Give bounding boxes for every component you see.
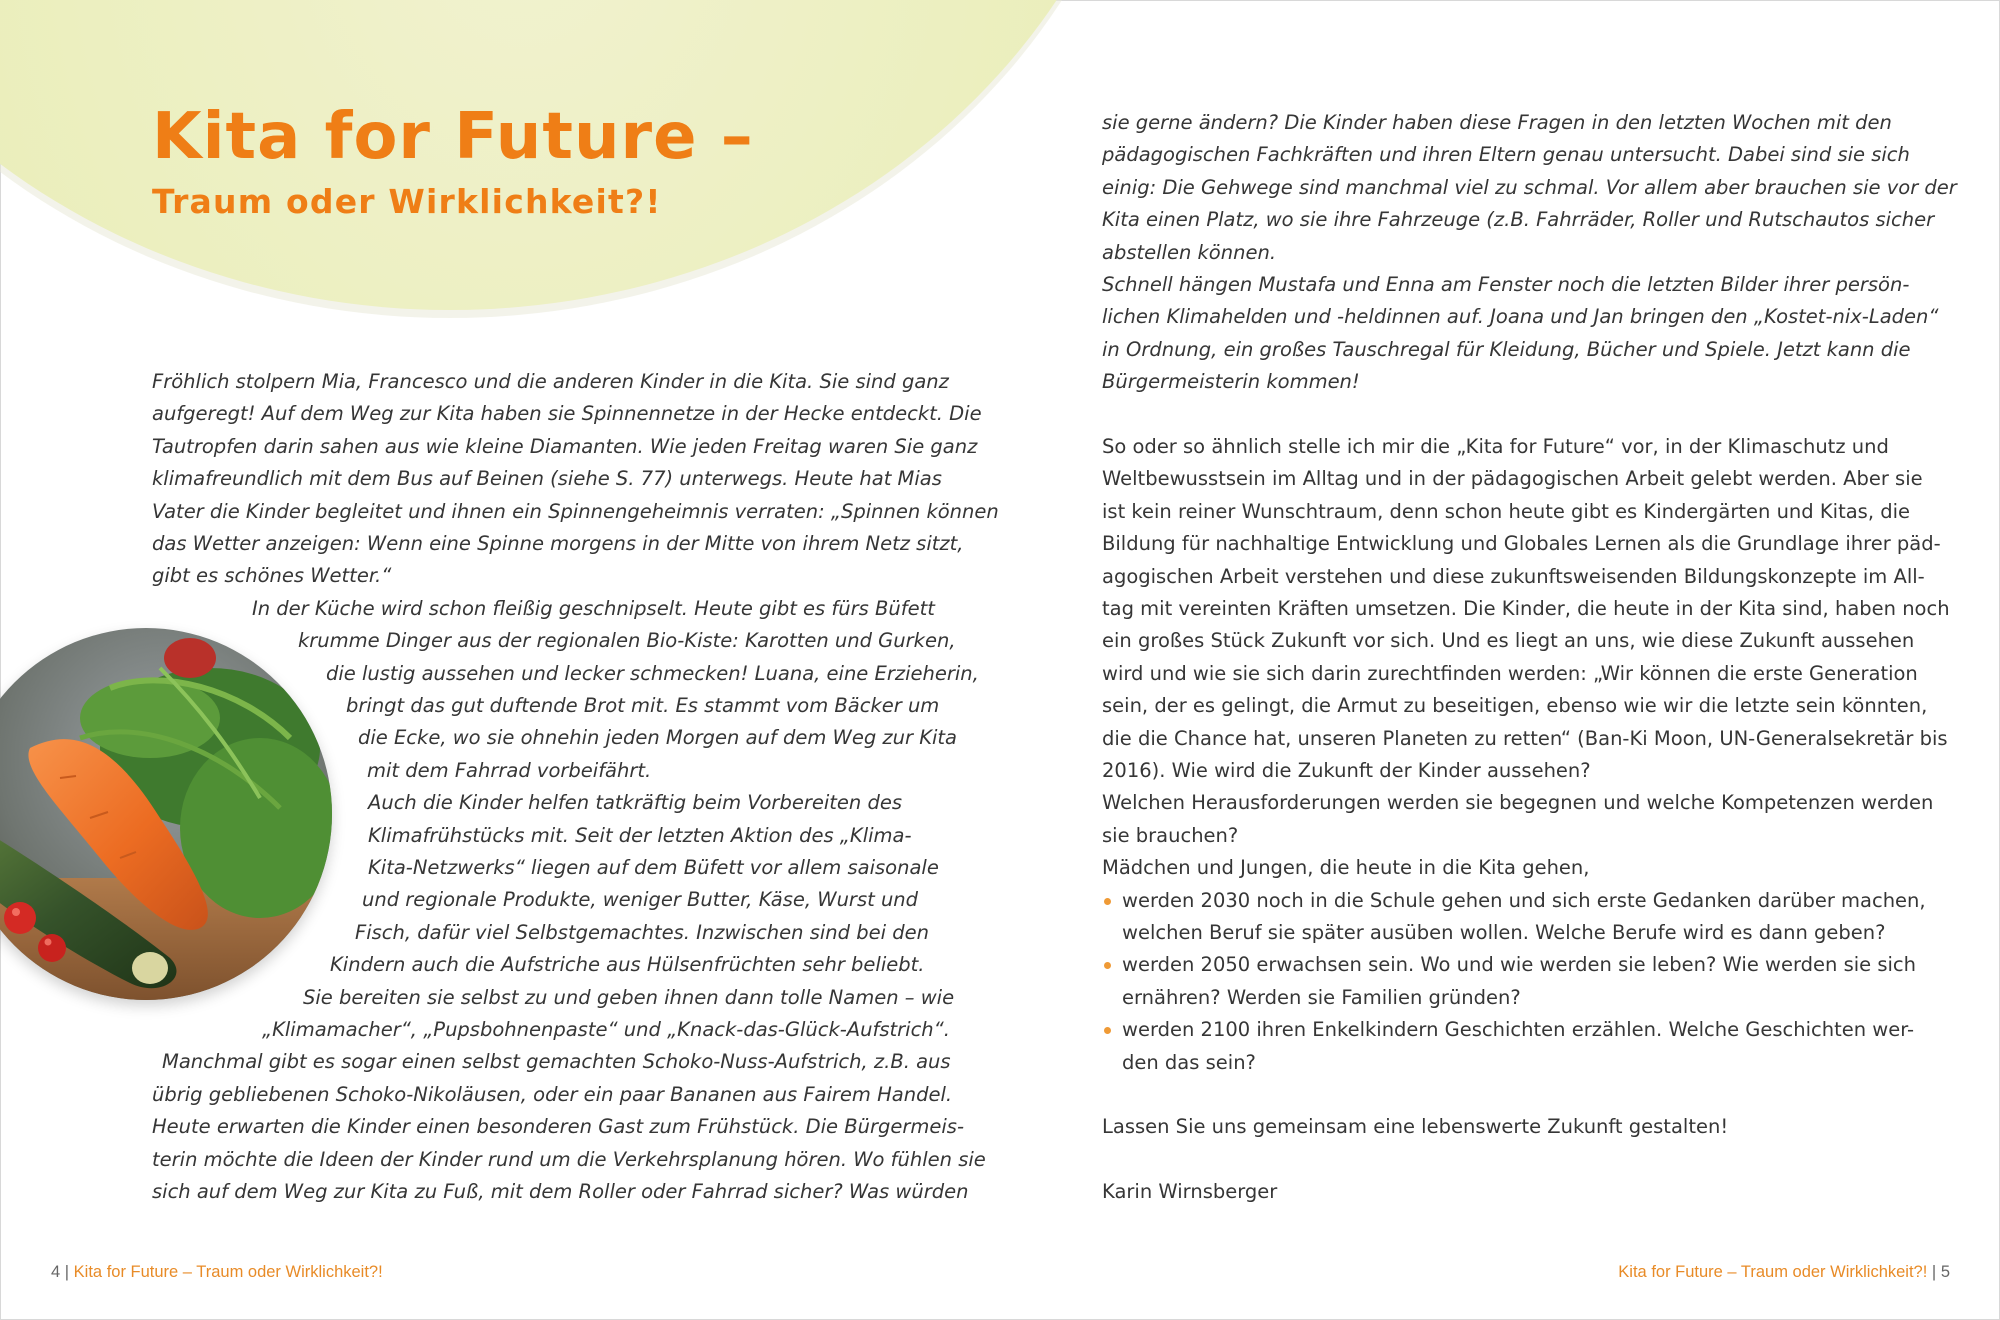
bullet-line: welchen Beruf sie später ausüben wollen. Welche Berufe wird es dann geben? <box>1122 921 1886 944</box>
right-body-line: tag mit vereinten Kräften umsetzen. Die Kinder, die heute in der Kita sind, haben noch <box>1102 597 1950 620</box>
footer-right-separator: | <box>1931 1263 1937 1281</box>
right-italic-line: Schnell hängen Mustafa und Enna am Fenster noch die letzten Bilder ihrer persön- <box>1102 273 1910 296</box>
right-italic-line: Kita einen Platz, wo sie ihre Fahrzeuge (z.B. Fahrräder, Roller und Rutschautos sicher <box>1102 208 1935 232</box>
left-body-line: die Ecke, wo sie ohnehin jeden Morgen auf dem Weg zur Kita <box>358 726 958 750</box>
left-body-line: Fisch, dafür viel Selbstgemachtes. Inzwischen sind bei den <box>355 920 929 944</box>
right-body-line: Welchen Herausforderungen werden sie begegnen und welche Kompetenzen werden <box>1102 791 1934 815</box>
vegetables-illustration <box>0 628 332 1000</box>
left-body-line: Heute erwarten die Kinder einen besonderen Gast zum Frühstück. Die Bürgermeis- <box>152 1115 964 1139</box>
left-body-line: Manchmal gibt es sogar einen selbst gemachten Schoko-Nuss-Aufstrich, z.B. aus <box>162 1050 951 1074</box>
right-body-line: sie brauchen? <box>1102 823 1239 847</box>
closing-sentence: Lassen Sie uns gemeinsam eine lebenswerte Zukunft gestalten! <box>1102 1115 1729 1138</box>
left-body-line: das Wetter anzeigen: Wenn eine Spinne morgens in der Mitte von ihrem Netz sitzt, <box>152 532 964 555</box>
left-body-line: krumme Dinger aus der regionalen Bio-Kiste: Karotten und Gurken, <box>298 629 956 653</box>
author-signature: Karin Wirnsberger <box>1102 1180 1278 1203</box>
bullet-line: werden 2030 noch in die Schule gehen und sich erste Gedanken darüber machen, <box>1122 888 1926 912</box>
right-italic-line: sie gerne ändern? Die Kinder haben diese Fragen in den letzten Wochen mit den <box>1102 111 1892 134</box>
right-body-line: Bildung für nachhaltige Entwicklung und Globales Lernen als die Grundlage ihrer päd- <box>1102 532 1941 556</box>
bullet-marker <box>1104 1027 1111 1034</box>
right-page-number: 5 <box>1940 1263 1950 1281</box>
page-title: Kita for Future – <box>152 100 754 174</box>
page-subtitle: Traum oder Wirklichkeit?! <box>152 182 662 221</box>
bullet-line: den das sein? <box>1122 1050 1256 1074</box>
right-italic-line: einig: Die Gehwege sind manchmal viel zu schmal. Vor allem aber brauchen sie vor der <box>1102 175 1957 199</box>
right-italic-line: Bürgermeisterin kommen! <box>1102 370 1360 394</box>
left-body-line: terin möchte die Ideen der Kinder rund um die Verkehrsplanung hören. Wo fühlen sie <box>152 1147 986 1171</box>
left-body-line: gibt es schönes Wetter.“ <box>152 564 392 588</box>
right-running-title: Kita for Future – Traum oder Wirklichkeit?! <box>1618 1263 1928 1281</box>
right-body-line: agogischen Arbeit verstehen und diese zukunftsweisenden Bildungskonzepte im All- <box>1102 564 1925 588</box>
right-italic-line: abstellen können. <box>1102 240 1277 264</box>
bullet-line: ernähren? Werden sie Familien gründen? <box>1122 985 1521 1009</box>
left-body-line: Kita-Netzwerks“ liegen auf dem Büfett vor allem saisonale <box>368 856 939 879</box>
left-page-number: 4 <box>51 1263 61 1281</box>
right-body-line: ist kein reiner Wunschtraum, denn schon heute gibt es Kindergärten und Kitas, die <box>1102 499 1911 523</box>
left-body-line: Sie bereiten sie selbst zu und geben ihnen dann tolle Namen – wie <box>303 985 955 1009</box>
bullet-line: werden 2100 ihren Enkelkindern Geschichten erzählen. Welche Geschichten wer- <box>1122 1018 1915 1042</box>
right-body-line: wird und wie sie sich darin zurechtfinden werden: „Wir können die erste Generation <box>1102 661 1918 685</box>
bullet-line: werden 2050 erwachsen sein. Wo und wie werden sie leben? Wie werden sie sich <box>1122 953 1917 977</box>
left-body-line: „Klimamacher“, „Pupsbohnenpaste“ und „Knack-das-Glück-Aufstrich“. <box>262 1018 950 1041</box>
left-body-line: die lustig aussehen und lecker schmecken! Luana, eine Erzieherin, <box>326 661 979 685</box>
left-body-line: Kindern auch die Aufstriche aus Hülsenfrüchten sehr beliebt. <box>330 953 925 977</box>
right-italic-line: pädagogischen Fachkräften und ihren Eltern genau untersucht. Dabei sind sie sich <box>1102 143 1910 167</box>
footer-right <box>1618 1263 1950 1282</box>
right-body-line: So oder so ähnlich stelle ich mir die „Kita for Future“ vor, in der Klimaschutz und <box>1102 435 1889 458</box>
right-body-line: sein, der es gelingt, die Armut zu beseitigen, ebenso wie wir die letzte sein könnten, <box>1102 694 1928 718</box>
left-body-line: und regionale Produkte, weniger Butter, Käse, Wurst und <box>362 888 919 912</box>
right-italic-line: in Ordnung, ein großes Tauschregal für Kleidung, Bücher und Spiele. Jetzt kann die <box>1102 337 1911 361</box>
left-running-title: Kita for Future – Traum oder Wirklichkeit?! <box>73 1263 383 1281</box>
left-body-line: sich auf dem Weg zur Kita zu Fuß, mit dem Roller oder Fahrrad sicher? Was würden <box>152 1180 969 1203</box>
right-body-line: 2016). Wie wird die Zukunft der Kinder aussehen? <box>1102 759 1591 782</box>
left-body-line: Fröhlich stolpern Mia, Francesco und die anderen Kinder in die Kita. Sie sind ganz <box>152 370 949 393</box>
right-italic-line: lichen Klimahelden und -heldinnen auf. Joana und Jan bringen den „Kostet-nix-Laden“ <box>1102 305 1939 329</box>
left-body-line: Auch die Kinder helfen tatkräftig beim Vorbereiten des <box>368 791 902 815</box>
vegetables-photo <box>0 628 332 1000</box>
left-body-line: Vater die Kinder begleitet und ihnen ein Spinnengeheimnis verraten: „Spinnen können <box>152 499 999 523</box>
left-body-line: In der Küche wird schon fleißig geschnipselt. Heute gibt es fürs Büfett <box>252 596 935 620</box>
left-body-line: klimafreundlich mit dem Bus auf Beinen (siehe S. 77) unterwegs. Heute hat Mias <box>152 467 942 491</box>
bullet-marker <box>1104 962 1111 969</box>
right-body-line: Weltbewusstsein im Alltag und in der pädagogischen Arbeit gelebt werden. Aber sie <box>1102 467 1923 491</box>
right-body-line: Mädchen und Jungen, die heute in die Kita gehen, <box>1102 856 1590 880</box>
left-body-line: Tautropfen darin sahen aus wie kleine Diamanten. Wie jeden Freitag waren Sie ganz <box>152 434 978 458</box>
left-body-line: aufgeregt! Auf dem Weg zur Kita haben sie Spinnennetze in der Hecke entdeckt. Die <box>152 402 982 426</box>
left-body-line: Klimafrühstücks mit. Seit der letzten Aktion des „Klima- <box>368 823 912 847</box>
right-body-line: die die Chance hat, unseren Planeten zu retten“ (Ban-Ki Moon, UN-Generalsekretär bis <box>1102 726 1948 750</box>
left-body-line: bringt das gut duftende Brot mit. Es stammt vom Bäcker um <box>346 694 940 717</box>
footer-left-separator: | <box>64 1263 70 1281</box>
right-body-line: ein großes Stück Zukunft vor sich. Und es liegt an uns, wie diese Zukunft aussehen <box>1102 629 1915 653</box>
footer-left <box>51 1263 383 1282</box>
left-body-line: übrig gebliebenen Schoko-Nikoläusen, oder ein paar Bananen aus Fairem Handel. <box>152 1082 953 1106</box>
left-body-line: mit dem Fahrrad vorbeifährt. <box>367 758 652 782</box>
bullet-marker <box>1104 898 1111 905</box>
